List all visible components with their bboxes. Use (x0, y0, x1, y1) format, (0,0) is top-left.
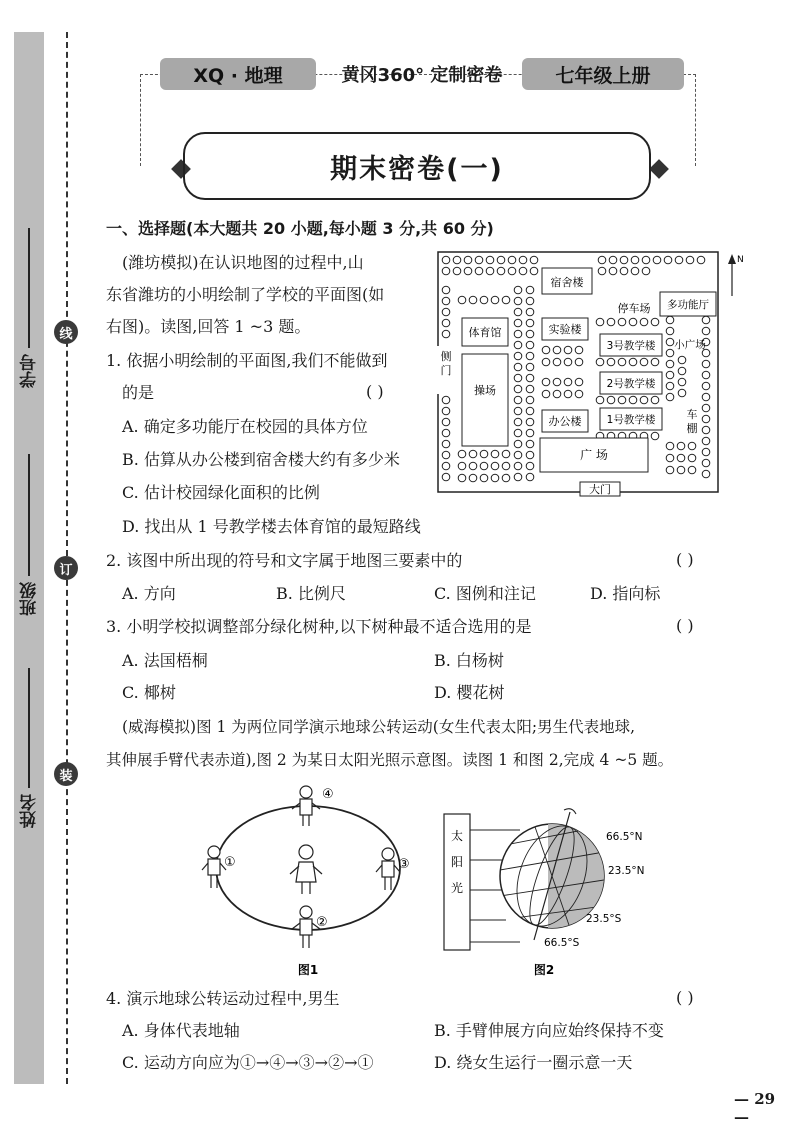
map-tree-icon (514, 330, 522, 338)
map-tree-icon (702, 371, 710, 379)
map-tree-icon (458, 474, 466, 482)
map-tree-icon (666, 349, 674, 357)
map-tree-icon (575, 390, 583, 398)
map-tree-icon (575, 378, 583, 386)
map-tree-icon (514, 319, 522, 327)
map-tree-icon (596, 318, 604, 326)
map-tree-icon (640, 318, 648, 326)
map-tree-icon (666, 316, 674, 324)
student-id-field[interactable] (18, 228, 40, 388)
figure1-caption: 图1 (297, 963, 319, 977)
map-tree-icon (453, 267, 461, 275)
figure2-caption: 图2 (533, 963, 555, 977)
map-tree-icon (442, 418, 450, 426)
intro2-line-1: (威海模拟)图 1 为两位同学演示地球公转运动(女生代表太阳;男生代表地球, (122, 718, 636, 736)
map-tree-icon (514, 407, 522, 415)
map-office-label: 办公楼 (548, 415, 582, 428)
q4-answer-paren[interactable]: ( ) (676, 988, 694, 1007)
map-tree-icon (442, 256, 450, 264)
map-b3-label: 3号教学楼 (606, 340, 656, 352)
map-tree-icon (442, 286, 450, 294)
q1-option-c[interactable]: C. 估计校园绿化面积的比例 (122, 483, 320, 502)
q3-stem: 3. 小明学校拟调整部分绿化树种,以下树种最不适合选用的是 (106, 617, 532, 636)
map-tree-icon (469, 462, 477, 470)
map-tree-icon (677, 454, 685, 462)
map-tree-icon (607, 318, 615, 326)
map-tree-icon (629, 396, 637, 404)
map-tree-icon (442, 297, 450, 305)
map-tree-icon (651, 358, 659, 366)
map-tree-icon (702, 327, 710, 335)
map-tree-icon (678, 367, 686, 375)
map-tree-icon (686, 256, 694, 264)
series-title: 黄冈360° 定制密卷 (341, 65, 503, 86)
map-tree-icon (491, 474, 499, 482)
map-tree-icon (666, 393, 674, 401)
map-hall-label: 多功能厅 (667, 299, 709, 311)
sun-label-3: 光 (450, 881, 464, 895)
map-tree-icon (453, 256, 461, 264)
map-tree-icon (442, 330, 450, 338)
map-tree-icon (526, 385, 534, 393)
map-tree-icon (666, 454, 674, 462)
map-tree-icon (618, 358, 626, 366)
map-tree-icon (526, 462, 534, 470)
lat-66-5s: 66.5°S (544, 937, 580, 949)
map-tree-icon (442, 396, 450, 404)
map-tree-icon (514, 440, 522, 448)
map-tree-icon (666, 371, 674, 379)
exam-title: 期末密卷(一) (330, 153, 504, 185)
q1-option-d[interactable]: D. 找出从 1 号教学楼去体育馆的最短路线 (122, 517, 421, 536)
map-tree-icon (575, 358, 583, 366)
map-tree-icon (702, 448, 710, 456)
binding-mark-bind: 订 (54, 556, 78, 580)
map-tree-icon (620, 267, 628, 275)
map-tree-icon (702, 316, 710, 324)
map-tree-icon (631, 267, 639, 275)
map-tree-icon (620, 256, 628, 264)
map-tree-icon (526, 341, 534, 349)
class-label: 班级 (19, 582, 40, 616)
q4-option-c[interactable]: C. 运动方向应为①→④→③→②→① (122, 1053, 374, 1072)
map-tree-icon (629, 358, 637, 366)
position-4-label: ④ (322, 787, 334, 802)
map-tree-icon (514, 341, 522, 349)
map-tree-icon (464, 256, 472, 264)
map-tree-icon (564, 378, 572, 386)
map-tree-icon (526, 330, 534, 338)
map-tree-icon (497, 267, 505, 275)
map-tree-icon (598, 267, 606, 275)
map-tree-icon (530, 267, 538, 275)
map-tree-icon (666, 360, 674, 368)
q2-stem: 2. 该图中所出现的符号和文字属于地图三要素中的 (106, 551, 463, 570)
map-tree-icon (526, 440, 534, 448)
map-tree-icon (514, 385, 522, 393)
map-tree-icon (502, 450, 510, 458)
map-tree-icon (458, 462, 466, 470)
map-tree-icon (497, 256, 505, 264)
map-tree-icon (526, 374, 534, 382)
q1-answer-paren[interactable]: ( ) (366, 382, 384, 401)
q2-option-c[interactable]: C. 图例和注记 (434, 584, 536, 603)
map-tree-icon (469, 450, 477, 458)
map-tree-icon (702, 426, 710, 434)
map-tree-icon (442, 308, 450, 316)
map-field-box (462, 354, 508, 446)
map-tree-icon (469, 474, 477, 482)
map-bike-label-2: 棚 (686, 422, 698, 435)
map-tree-icon (618, 396, 626, 404)
map-tree-icon (609, 256, 617, 264)
map-tree-icon (553, 378, 561, 386)
map-tree-icon (542, 378, 550, 386)
map-tree-icon (526, 451, 534, 459)
map-tree-icon (542, 390, 550, 398)
map-tree-icon (526, 396, 534, 404)
school-map (434, 250, 746, 498)
map-tree-icon (653, 256, 661, 264)
map-square-label: 广 场 (580, 448, 608, 462)
q3-answer-paren[interactable]: ( ) (676, 616, 694, 635)
class-line (28, 454, 30, 576)
map-tree-icon (642, 267, 650, 275)
q2-option-a[interactable]: A. 方向 (122, 584, 176, 603)
map-tree-icon (442, 319, 450, 327)
q4-stem: 4. 演示地球公转运动过程中,男生 (106, 989, 340, 1008)
map-tree-icon (564, 358, 572, 366)
map-tree-icon (508, 256, 516, 264)
map-tree-icon (514, 308, 522, 316)
intro-line-3: 右图)。读图,回答 1 ~3 题。 (106, 317, 311, 336)
map-tree-icon (526, 418, 534, 426)
lat-23-5n: 23.5°N (608, 865, 645, 877)
map-tree-icon (526, 297, 534, 305)
map-tree-icon (491, 462, 499, 470)
map-tree-icon (526, 407, 534, 415)
lat-23-5s: 23.5°S (586, 913, 622, 925)
map-tree-icon (666, 382, 674, 390)
position-2-label: ② (316, 915, 328, 930)
map-tree-icon (458, 296, 466, 304)
map-tree-icon (530, 256, 538, 264)
map-tree-icon (702, 404, 710, 412)
page-number: — 29 — (734, 1090, 776, 1124)
map-tree-icon (607, 358, 615, 366)
q3-option-a[interactable]: A. 法国梧桐 (122, 651, 208, 670)
q3-option-d[interactable]: D. 樱花树 (434, 683, 505, 702)
map-tree-icon (596, 396, 604, 404)
map-tree-icon (702, 360, 710, 368)
map-small-plaza-label: 小广场 (674, 339, 706, 351)
map-tree-icon (618, 318, 626, 326)
map-tree-icon (666, 338, 674, 346)
map-tree-icon (469, 296, 477, 304)
map-tree-icon (442, 407, 450, 415)
map-tree-icon (526, 308, 534, 316)
figure1-revolution-demo (196, 782, 426, 982)
map-tree-icon (526, 352, 534, 360)
map-tree-icon (702, 437, 710, 445)
map-tree-icon (702, 393, 710, 401)
map-tree-icon (442, 462, 450, 470)
student-id-line (28, 228, 30, 348)
map-tree-icon (542, 358, 550, 366)
boy-position-1 (202, 846, 226, 888)
map-lab-label: 实验楼 (548, 323, 582, 336)
map-tree-icon (553, 346, 561, 354)
map-tree-icon (514, 352, 522, 360)
map-tree-icon (666, 466, 674, 474)
q4-option-a[interactable]: A. 身体代表地轴 (122, 1021, 240, 1040)
map-tree-icon (553, 358, 561, 366)
map-tree-icon (442, 267, 450, 275)
map-tree-icon (596, 358, 604, 366)
map-tree-icon (609, 267, 617, 275)
map-tree-icon (458, 450, 466, 458)
map-tree-icon (688, 454, 696, 462)
map-tree-icon (688, 442, 696, 450)
intro-line-1: (潍坊模拟)在认识地图的过程中,山 (122, 253, 364, 272)
map-tree-icon (486, 256, 494, 264)
map-tree-icon (519, 256, 527, 264)
map-tree-icon (514, 297, 522, 305)
q1-option-b[interactable]: B. 估算从办公楼到宿舍楼大约有多少米 (122, 450, 400, 469)
grade-tag: 七年级上册 (522, 58, 684, 90)
map-tree-icon (526, 363, 534, 371)
name-field[interactable] (18, 668, 40, 828)
map-gym-label: 体育馆 (468, 326, 502, 339)
map-tree-icon (514, 473, 522, 481)
map-tree-icon (514, 429, 522, 437)
q2-answer-paren[interactable]: ( ) (676, 550, 694, 569)
map-tree-icon (514, 374, 522, 382)
map-tree-icon (514, 286, 522, 294)
map-tree-icon (666, 442, 674, 450)
map-tree-icon (442, 451, 450, 459)
map-tree-icon (480, 474, 488, 482)
map-tree-icon (651, 396, 659, 404)
q1-stem-line-2: 的是 (122, 383, 155, 402)
name-line (28, 668, 30, 788)
sun-label-1: 太 (450, 829, 464, 843)
binding-mark-staple: 装 (54, 762, 78, 786)
map-tree-icon (542, 346, 550, 354)
map-tree-icon (464, 267, 472, 275)
section-heading: 一、选择题(本大题共 20 小题,每小题 3 分,共 60 分) (106, 219, 494, 238)
map-north-arrow-head-icon (728, 254, 736, 264)
map-tree-icon (553, 390, 561, 398)
student-id-label: 学号 (19, 354, 40, 388)
map-tree-icon (526, 319, 534, 327)
map-tree-icon (514, 363, 522, 371)
map-field-label: 操场 (474, 384, 496, 397)
map-tree-icon (480, 296, 488, 304)
map-side-gate-label-2: 门 (440, 364, 452, 377)
exam-title-box (183, 132, 651, 200)
map-tree-icon (442, 429, 450, 437)
map-dorm-label: 宿舍楼 (550, 276, 584, 289)
map-tree-icon (480, 462, 488, 470)
girl-sun-figure (290, 845, 322, 894)
map-tree-icon (575, 346, 583, 354)
map-tree-icon (514, 451, 522, 459)
q3-option-b[interactable]: B. 白杨树 (434, 651, 504, 670)
map-tree-icon (514, 396, 522, 404)
map-tree-icon (442, 473, 450, 481)
map-parking-label: 停车场 (617, 302, 651, 315)
map-tree-icon (666, 327, 674, 335)
map-north-label: N (737, 255, 744, 265)
map-tree-icon (631, 256, 639, 264)
map-tree-icon (702, 382, 710, 390)
q1-stem-line-1: 1. 依据小明绘制的平面图,我们不能做到 (106, 351, 388, 370)
map-tree-icon (502, 296, 510, 304)
position-1-label: ① (224, 855, 236, 870)
map-tree-icon (702, 415, 710, 423)
map-tree-icon (598, 256, 606, 264)
q3-option-c[interactable]: C. 椰树 (122, 683, 176, 702)
figure2-sunlight-diagram (440, 790, 660, 982)
class-field[interactable] (18, 454, 40, 616)
map-bike-label-1: 车 (686, 408, 698, 421)
map-tree-icon (675, 256, 683, 264)
map-tree-icon (651, 318, 659, 326)
map-tree-icon (491, 296, 499, 304)
map-tree-icon (697, 256, 705, 264)
map-tree-icon (678, 389, 686, 397)
map-tree-icon (678, 356, 686, 364)
map-tree-icon (502, 462, 510, 470)
map-tree-icon (491, 450, 499, 458)
q4-option-b[interactable]: B. 手臂伸展方向应始终保持不变 (434, 1021, 664, 1040)
q4-option-d[interactable]: D. 绕女生运行一圈示意一天 (434, 1053, 633, 1072)
map-tree-icon (526, 473, 534, 481)
position-3-label: ③ (398, 857, 410, 872)
map-tree-icon (702, 459, 710, 467)
map-tree-icon (677, 442, 685, 450)
map-tree-icon (514, 462, 522, 470)
map-tree-icon (480, 450, 488, 458)
map-tree-icon (702, 470, 710, 478)
map-tree-icon (607, 396, 615, 404)
map-tree-icon (688, 466, 696, 474)
boy-position-4 (292, 786, 320, 826)
subject-tag: XQ · 地理 (160, 58, 316, 90)
map-tree-icon (475, 256, 483, 264)
q2-option-d[interactable]: D. 指向标 (590, 584, 661, 603)
map-tree-icon (564, 390, 572, 398)
map-tree-icon (651, 432, 659, 440)
map-tree-icon (664, 256, 672, 264)
q2-option-b[interactable]: B. 比例尺 (276, 584, 346, 603)
map-tree-icon (514, 418, 522, 426)
map-tree-icon (475, 267, 483, 275)
q1-option-a[interactable]: A. 确定多功能厅在校园的具体方位 (122, 417, 368, 436)
binding-mark-line: 线 (54, 320, 78, 344)
map-tree-icon (502, 474, 510, 482)
name-label: 姓名 (19, 794, 40, 828)
map-b2-label: 2号教学楼 (606, 378, 656, 390)
map-tree-icon (564, 346, 572, 354)
map-side-gate-label-1: 侧 (440, 350, 452, 363)
map-tree-icon (526, 429, 534, 437)
map-tree-icon (442, 440, 450, 448)
map-tree-icon (526, 286, 534, 294)
intro2-line-2: 其伸展手臂代表赤道),图 2 为某日太阳光照示意图。读图 1 和图 2,完成 4 ~5 题。 (106, 751, 674, 769)
map-tree-icon (640, 396, 648, 404)
map-tree-icon (508, 267, 516, 275)
sun-label-2: 阳 (450, 855, 464, 869)
map-tree-icon (642, 256, 650, 264)
map-tree-icon (677, 466, 685, 474)
map-tree-icon (678, 378, 686, 386)
intro-line-2: 东省潍坊的小明绘制了学校的平面图(如 (106, 285, 385, 304)
map-gate-label: 大门 (589, 483, 611, 496)
map-tree-icon (640, 358, 648, 366)
map-tree-icon (519, 267, 527, 275)
map-tree-icon (486, 267, 494, 275)
map-b1-label: 1号教学楼 (606, 414, 656, 426)
map-tree-icon (629, 318, 637, 326)
lat-66-5n: 66.5°N (606, 831, 643, 843)
